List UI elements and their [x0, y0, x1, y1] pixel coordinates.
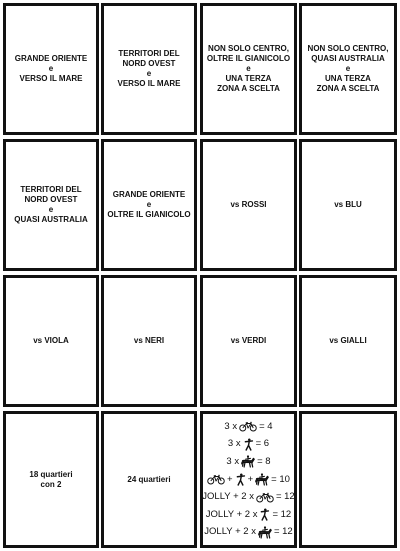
runner-icon — [243, 438, 254, 451]
scoring-row — [207, 472, 290, 486]
scoring-row — [228, 437, 269, 451]
plus-sign: + — [227, 473, 233, 485]
card-text: vs VERDI — [230, 336, 267, 345]
runner-icon — [259, 508, 270, 521]
card-text: GRANDE ORIENTE e OLTRE IL GIANICOLO — [107, 190, 191, 219]
scoring-points: = 10 — [271, 473, 290, 485]
card-vs-blu[interactable] — [299, 139, 397, 271]
card-territori-nord-ovest-verso-il-mare[interactable] — [101, 3, 197, 135]
card-text: 24 quartieri — [127, 474, 171, 484]
card-vs-rossi[interactable] — [200, 139, 297, 271]
scoring-multiplier: JOLLY + 2 x — [205, 508, 258, 520]
card-24-quartieri[interactable] — [101, 411, 197, 548]
bicycle-icon — [239, 421, 257, 432]
scoring-row — [226, 455, 270, 469]
card-text: vs VIOLA — [33, 336, 69, 345]
card-grande-oriente-verso-il-mare[interactable] — [3, 3, 99, 135]
scoring-row — [202, 490, 294, 504]
card-text: NON SOLO CENTRO, OLTRE IL GIANICOLO e UNA TERZA ZONA A SCELTA — [206, 44, 291, 93]
horse-rider-icon — [241, 455, 255, 468]
card-vs-gialli[interactable] — [299, 275, 397, 407]
scoring-multiplier: 3 x — [224, 420, 238, 432]
scoring-points: = 6 — [255, 438, 270, 450]
card-vs-verdi[interactable] — [200, 275, 297, 407]
bicycle-icon — [256, 492, 274, 503]
scoring-multiplier: JOLLY + 2 x — [204, 526, 256, 538]
scoring-points: = 8 — [257, 455, 271, 467]
card-text: vs ROSSI — [230, 200, 267, 209]
card-text: 18 quartieri con 2 — [29, 469, 73, 489]
card-text: vs BLU — [334, 200, 362, 209]
card-text: TERRITORI DEL NORD OVEST e QUASI AUSTRALIA — [14, 185, 88, 224]
scoring-row — [206, 508, 291, 522]
scoring-points: = 12 — [275, 491, 295, 503]
scoring-points: = 12 — [273, 526, 293, 538]
horse-rider-icon — [258, 526, 272, 539]
card-text: vs GIALLI — [329, 336, 367, 345]
card-text: NON SOLO CENTRO, QUASI AUSTRALIA e UNA TERZA ZONA A SCELTA — [307, 44, 389, 93]
plus-sign: + — [247, 473, 254, 485]
runner-icon — [235, 473, 246, 486]
card-text: TERRITORI DEL NORD OVEST e VERSO IL MARE — [117, 49, 181, 88]
card-territori-nord-ovest-quasi-australia[interactable] — [3, 139, 99, 271]
scoring-row — [204, 525, 292, 539]
card-non-solo-centro-oltre-il-gianicolo[interactable] — [200, 3, 297, 135]
card-blank[interactable] — [299, 411, 397, 548]
card-non-solo-centro-quasi-australia[interactable] — [299, 3, 397, 135]
card-vs-viola[interactable] — [3, 275, 99, 407]
card-vs-neri[interactable] — [101, 275, 197, 407]
card-text: vs NERI — [133, 336, 165, 345]
card-scoring-table[interactable] — [200, 411, 297, 548]
scoring-multiplier: 3 x — [226, 455, 240, 467]
card-text: GRANDE ORIENTE e VERSO IL MARE — [14, 54, 88, 83]
card-18-quartieri[interactable] — [3, 411, 99, 548]
scoring-points: = 4 — [259, 420, 273, 432]
scoring-points: = 12 — [272, 508, 292, 520]
scoring-multiplier: 3 x — [227, 438, 241, 450]
scoring-multiplier: JOLLY + 2 x — [202, 491, 254, 503]
scoring-row — [224, 420, 272, 434]
horse-rider-icon — [255, 473, 269, 486]
bicycle-icon — [207, 474, 225, 485]
card-grande-oriente-oltre-il-gianicolo[interactable] — [101, 139, 197, 271]
